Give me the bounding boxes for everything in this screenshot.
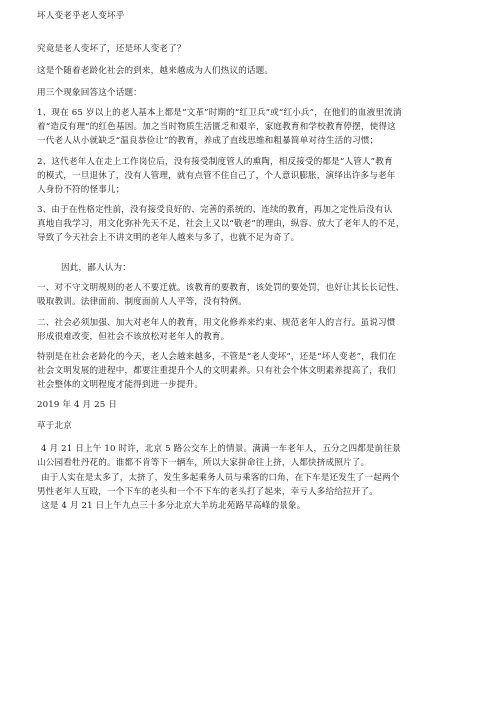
date-line: 2019 年 4 月 25 日 (37, 400, 117, 410)
text-line-12: 导致了今天社会上不讲文明的老年人越来与多了，也就不足为奇了。 (37, 233, 300, 243)
text-line-25: 由于人实在是太多了，太挤了，发生多起乘务人员与乘客的口角，在下车是还发生了一起两个 (41, 473, 400, 483)
text-line-20: 社会整体的文明程度才能得到进一步提升。 (37, 380, 204, 390)
text-line-13: 因此，鄙人认为： (61, 263, 131, 273)
text-line-14: 一、对不守文明规则的老人不要迁就。该教育的要教育，该处罚的要处罚，也好让其长长记性、 (37, 283, 405, 293)
text-line-26: 男性老年人互殴，一个下车的老头和一个不下车的老头打了起来，幸亏人多给给拉开了。 (37, 487, 379, 497)
text-line-15: 吸取教训。法律面前、制度面前人人平等，没有特例。 (37, 297, 247, 307)
text-line-1: 究竟是老人变坏了，还是坏人变老了？ (37, 44, 186, 54)
text-line-11: 真地自我学习，用文化弥补先天不足，社会上又以“敬老”的理由，纵容、放大了老年人的不足， (37, 219, 405, 229)
text-line-16: 二、社会必须加强、加大对老年人的教育，用文化修养来约束、规范老年人的言行。虽说习惯 (37, 318, 396, 328)
text-line-7: 2、这代老年人在走上工作岗位后，没有接受制度管人的熏陶，相反接受的都是“人管人”教育 (37, 157, 393, 167)
place-line: 草于北京 (37, 421, 72, 431)
text-line-17: 形成很难改变，但社会不该放松对老年人的教育。 (37, 332, 230, 342)
text-line-18: 特别是在社会老龄化的今天，老人会越来越多，不管是“老人变坏”，还是“坏人变老”，我们在 (37, 352, 397, 362)
text-line-5: 着“造反有理”的红色基因。加之当时物质生活匮乏和艰辛，家庭教育和学校教育停摆，使得这 (37, 122, 396, 132)
text-line-4: 1、现在 65 岁以上的老人基本上都是“文革”时期的“红卫兵”或“红小兵”，在他们的血液里流淌 (37, 108, 402, 118)
text-line-9: 人身份不符的怪事儿； (37, 185, 125, 195)
text-line-19: 社会文明发展的进程中，都要注重提升个人的文明素养。只有社会个体文明素养提高了，我们 (37, 366, 396, 376)
text-line-24: 山公园看牡丹花的。谁都不肯等下一辆车，所以大家拼命往上挤，人都快挤成照片了。 (37, 458, 370, 468)
text-line-10: 3、由于在性格定性前，没有接受良好的、完善的系统的、连续的教育，再加之定性后没有认 (37, 205, 393, 215)
text-line-2: 这是个随着老龄化社会的到来，越来越成为人们热议的话题。 (37, 66, 274, 76)
text-line-6: 一代老人从小就缺乏“温良恭俭让”的教育，养成了直线思维和粗暴简单对待生活的习惯； (37, 136, 379, 146)
text-line-8: 的模式，一旦退休了，没有人管理，就有点管不住自己了，个人意识膨胀，演绎出许多与老年 (37, 171, 396, 181)
text-line-3: 用三个现象回答这个话题： (37, 88, 142, 98)
text-line-27: 这是 4 月 21 日上午九点三十多分北京大羊坊北苑路早高峰的景象。 (41, 501, 306, 511)
document-title: 坏人变老乎老人变坏乎 (37, 11, 125, 21)
text-line-23: 4 月 21 日上午 10 时许，北京 5 路公交车上的情景。满满一车老年人，五分之四都是前往景 (41, 444, 401, 454)
